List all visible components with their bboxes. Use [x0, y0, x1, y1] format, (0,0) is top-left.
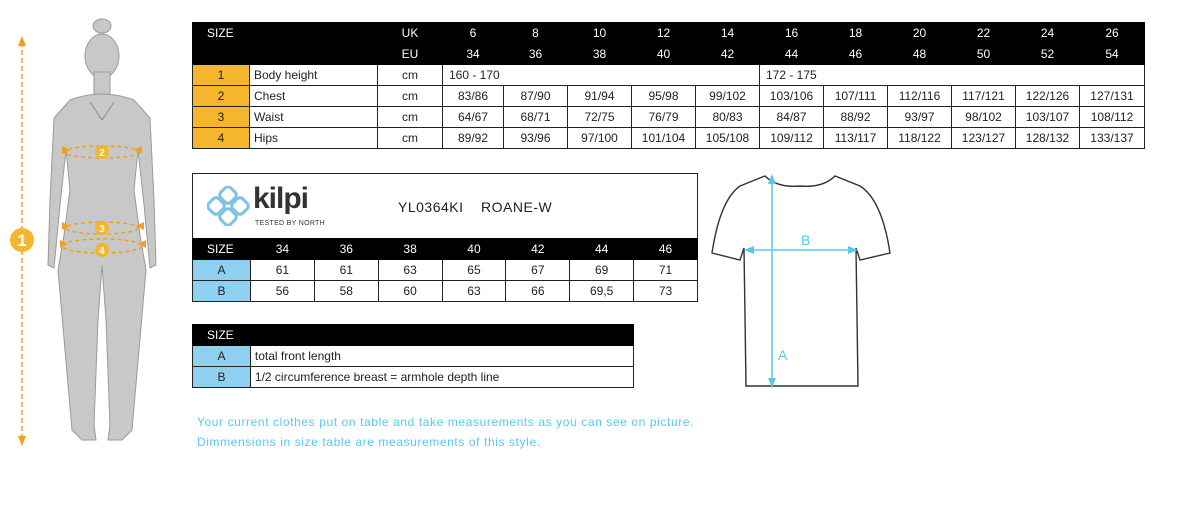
brand-box	[192, 173, 698, 238]
legend-row-a	[193, 346, 634, 367]
table-row-waist	[193, 107, 1145, 128]
table-cell: 98/102	[952, 107, 1016, 128]
marker-1: 1	[17, 231, 27, 250]
uk-size: 18	[824, 23, 888, 44]
style-size: 34	[250, 239, 314, 260]
table-cell: 113/117	[824, 128, 888, 149]
table-cell: 67	[506, 260, 570, 281]
eu-size: 44	[760, 44, 824, 65]
row-unit: cm	[378, 86, 443, 107]
eu-size: 38	[568, 44, 632, 65]
table-cell: 103/107	[1016, 107, 1080, 128]
eu-size: 50	[952, 44, 1016, 65]
marker-4: 4	[99, 246, 105, 257]
style-table-header	[193, 239, 698, 260]
table-cell: 93/96	[504, 128, 568, 149]
table-cell: 95/98	[632, 86, 696, 107]
style-size: 44	[570, 239, 634, 260]
eu-size: 54	[1080, 44, 1145, 65]
table-cell: 72/75	[568, 107, 632, 128]
size-table	[192, 22, 1145, 149]
uk-size: 14	[696, 23, 760, 44]
table-row-body-height	[193, 65, 1145, 86]
shirt-label-a: A	[778, 347, 788, 363]
table-row-b	[193, 281, 698, 302]
uk-size: 10	[568, 23, 632, 44]
table-cell: 107/111	[824, 86, 888, 107]
table-cell: 84/87	[760, 107, 824, 128]
knot-icon	[207, 186, 251, 226]
table-cell: 63	[442, 281, 506, 302]
table-cell: 80/83	[696, 107, 760, 128]
eu-size: 48	[888, 44, 952, 65]
table-cell: 105/108	[696, 128, 760, 149]
body-height-range: 172 - 175	[760, 65, 1145, 86]
legend-table	[192, 324, 634, 388]
legend-header	[193, 325, 634, 346]
body-figure	[0, 0, 180, 470]
row-label: B	[193, 367, 251, 388]
eu-size: 40	[632, 44, 696, 65]
table-cell: 97/100	[568, 128, 632, 149]
table-cell: 65	[442, 260, 506, 281]
eu-size: 42	[696, 44, 760, 65]
marker-2: 2	[99, 148, 105, 159]
table-cell: 87/90	[504, 86, 568, 107]
row-unit: cm	[378, 128, 443, 149]
table-cell: 122/126	[1016, 86, 1080, 107]
style-size: 42	[506, 239, 570, 260]
table-cell: 88/92	[824, 107, 888, 128]
row-label: A	[193, 346, 251, 367]
eu-size: 46	[824, 44, 888, 65]
style-size: 40	[442, 239, 506, 260]
style-size: 36	[314, 239, 378, 260]
style-size: 46	[634, 239, 698, 260]
row-unit: cm	[378, 65, 443, 86]
table-cell: 69	[570, 260, 634, 281]
kilpi-logo	[207, 180, 337, 236]
uk-size: 22	[952, 23, 1016, 44]
table-cell: 64/67	[443, 107, 504, 128]
instruction-note: Your current clothes put on table and take measurements as you can see on picture.	[197, 415, 695, 429]
table-cell: 101/104	[632, 128, 696, 149]
uk-size: 6	[443, 23, 504, 44]
row-name: Body height	[250, 65, 378, 86]
uk-size: 24	[1016, 23, 1080, 44]
table-cell: 58	[314, 281, 378, 302]
table-cell: 108/112	[1080, 107, 1145, 128]
style-size-table	[192, 238, 698, 302]
marker-3: 3	[99, 224, 105, 235]
table-cell: 99/102	[696, 86, 760, 107]
size-header-label: SIZE	[193, 325, 251, 346]
table-cell: 123/127	[952, 128, 1016, 149]
size-header-label: SIZE	[193, 23, 378, 44]
style-size: 38	[378, 239, 442, 260]
table-cell: 103/106	[760, 86, 824, 107]
table-row-a	[193, 260, 698, 281]
legend-header-blank	[250, 325, 633, 346]
logo-tagline: TESTED BY NORTH	[255, 220, 325, 227]
legend-row-b	[193, 367, 634, 388]
row-unit: cm	[378, 107, 443, 128]
row-label: A	[193, 260, 251, 281]
legend-text: total front length	[250, 346, 633, 367]
table-cell: 133/137	[1080, 128, 1145, 149]
table-cell: 117/121	[952, 86, 1016, 107]
table-cell: 83/86	[443, 86, 504, 107]
row-name: Chest	[250, 86, 378, 107]
body-height-range: 160 - 170	[443, 65, 760, 86]
table-cell: 109/112	[760, 128, 824, 149]
instruction-note: Dimmensions in size table are measurements of this style.	[197, 435, 541, 449]
eu-label: EU	[378, 44, 443, 65]
uk-size: 12	[632, 23, 696, 44]
row-number: 1	[193, 65, 250, 86]
uk-size: 20	[888, 23, 952, 44]
eu-size: 52	[1016, 44, 1080, 65]
table-cell: 61	[314, 260, 378, 281]
table-cell: 68/71	[504, 107, 568, 128]
tshirt-diagram	[710, 168, 900, 393]
table-cell: 61	[250, 260, 314, 281]
table-cell: 71	[634, 260, 698, 281]
table-cell: 118/122	[888, 128, 952, 149]
table-cell: 73	[634, 281, 698, 302]
size-table-uk-row	[193, 23, 1145, 44]
table-cell: 76/79	[632, 107, 696, 128]
table-cell: 89/92	[443, 128, 504, 149]
row-number: 3	[193, 107, 250, 128]
eu-header-blank	[193, 44, 378, 65]
table-cell: 60	[378, 281, 442, 302]
uk-size: 16	[760, 23, 824, 44]
table-cell: 91/94	[568, 86, 632, 107]
size-table-eu-row	[193, 44, 1145, 65]
row-label: B	[193, 281, 251, 302]
size-header-label: SIZE	[193, 239, 251, 260]
table-cell: 112/116	[888, 86, 952, 107]
table-cell: 128/132	[1016, 128, 1080, 149]
uk-size: 8	[504, 23, 568, 44]
product-code: YL0364KI ROANE-W	[398, 199, 553, 215]
table-row-chest	[193, 86, 1145, 107]
row-name: Hips	[250, 128, 378, 149]
eu-size: 36	[504, 44, 568, 65]
row-number: 2	[193, 86, 250, 107]
uk-size: 26	[1080, 23, 1145, 44]
table-cell: 69,5	[570, 281, 634, 302]
table-cell: 66	[506, 281, 570, 302]
row-name: Waist	[250, 107, 378, 128]
shirt-label-b: B	[801, 232, 811, 248]
table-cell: 63	[378, 260, 442, 281]
row-number: 4	[193, 128, 250, 149]
legend-text: 1/2 circumference breast = armhole depth line	[250, 367, 633, 388]
table-row-hips	[193, 128, 1145, 149]
table-cell: 127/131	[1080, 86, 1145, 107]
logo-wordmark: kilpi	[253, 182, 309, 215]
table-cell: 93/97	[888, 107, 952, 128]
eu-size: 34	[443, 44, 504, 65]
table-cell: 56	[250, 281, 314, 302]
uk-label: UK	[378, 23, 443, 44]
